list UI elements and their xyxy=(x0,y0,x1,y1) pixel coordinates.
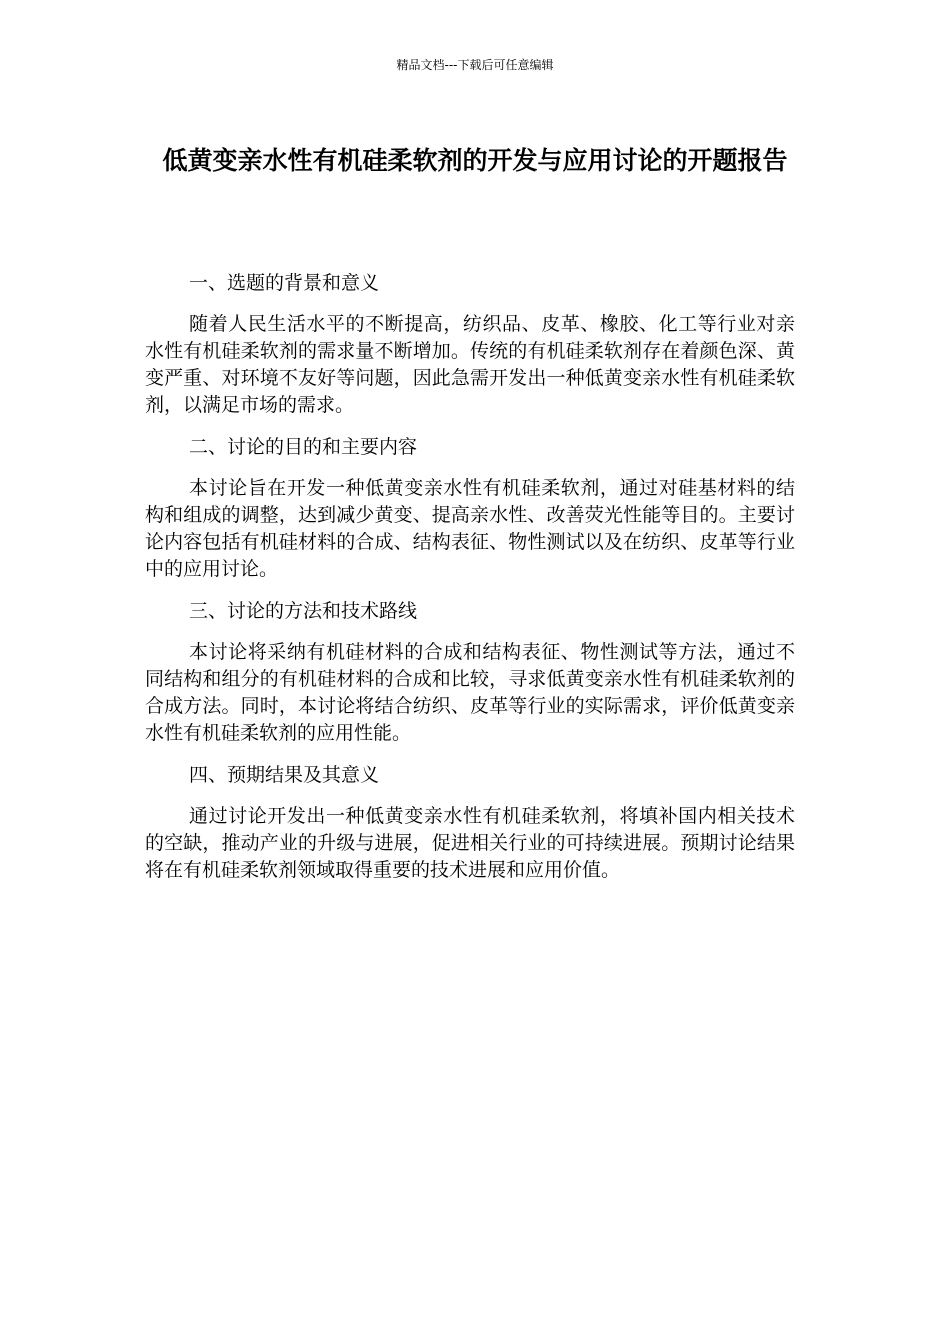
section-heading-background: 一、选题的背景和意义 xyxy=(189,272,380,294)
section-heading-objectives: 二、讨论的目的和主要内容 xyxy=(189,436,418,458)
document-body xyxy=(145,268,795,897)
section-body-background: 随着人民生活水平的不断提高，纺织品、皮革、橡胶、化工等行业对亲水性有机硅柔软剂的需求量不断增加。传统的有机硅柔软剂存在着颜色深、黄变严重、对环境不友好等问题，因此急需开发出一种低黄变亲水性有机硅柔软剂，以满足市场的需求。 xyxy=(145,313,795,416)
section-heading-methods: 三、讨论的方法和技术路线 xyxy=(189,600,418,622)
section-heading-expected-results: 四、预期结果及其意义 xyxy=(189,764,380,786)
section-body-objectives: 本讨论旨在开发一种低黄变亲水性有机硅柔软剂，通过对硅基材料的结构和组成的调整，达到减少黄变、提高亲水性、改善荧光性能等目的。主要讨论内容包括有机硅材料的合成、结构表征、物性测试以及在纺织、皮革等行业中的应用讨论。 xyxy=(145,477,795,580)
page-header: 精品文档---下载后可任意编辑 xyxy=(396,58,554,72)
document-title: 低黄变亲水性有机硅柔软剂的开发与应用讨论的开题报告 xyxy=(162,146,788,175)
section-body-expected-results: 通过讨论开发出一种低黄变亲水性有机硅柔软剂，将填补国内相关技术的空缺，推动产业的升级与进展，促进相关行业的可持续进展。预期讨论结果将在有机硅柔软剂领域取得重要的技术进展和应用价值。 xyxy=(145,805,795,881)
section-body-methods: 本讨论将采纳有机硅材料的合成和结构表征、物性测试等方法，通过不同结构和组分的有机硅材料的合成和比较，寻求低黄变亲水性有机硅柔软剂的合成方法。同时，本讨论将结合纺织、皮革等行业的实际需求，评价低黄变亲水性有机硅柔软剂的应用性能。 xyxy=(145,641,795,744)
